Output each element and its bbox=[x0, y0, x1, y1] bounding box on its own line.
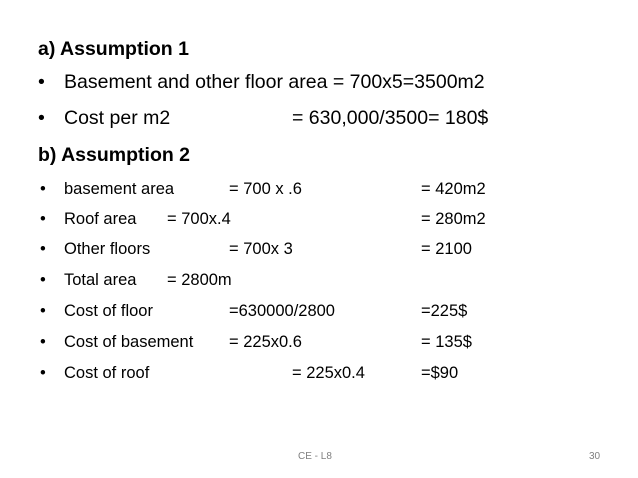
row-formula-other-floors: = 700x 3 bbox=[229, 240, 293, 258]
bullet-item-cost-per-m2-value: = 630,000/3500= 180$ bbox=[292, 107, 489, 129]
heading-assumption-2: b) Assumption 2 bbox=[38, 144, 191, 166]
row-label-total-area: Total area bbox=[64, 271, 137, 289]
bullet-marker: • bbox=[38, 107, 45, 129]
row-formula-cost-of-floor: =630000/2800 bbox=[229, 302, 335, 320]
row-result-other-floors: = 2100 bbox=[421, 240, 472, 258]
row-result-roof-area: = 280m2 bbox=[421, 210, 486, 228]
row-label-cost-of-floor: Cost of floor bbox=[64, 302, 153, 320]
bullet-marker: • bbox=[40, 180, 46, 198]
row-label-basement-area: basement area bbox=[64, 180, 175, 198]
bullet-marker: • bbox=[40, 240, 46, 258]
bullet-marker: • bbox=[40, 333, 46, 351]
page-number: 30 bbox=[589, 451, 601, 462]
row-formula-cost-of-basement: = 225x0.6 bbox=[229, 333, 302, 351]
bullet-marker: • bbox=[38, 71, 45, 93]
footer-course-label: CE - L8 bbox=[298, 451, 332, 462]
row-label-roof-area: Roof area bbox=[64, 210, 137, 228]
row-label-cost-of-roof: Cost of roof bbox=[64, 364, 150, 382]
row-result-cost-of-floor: =225$ bbox=[421, 302, 468, 320]
row-formula-total-area: = 2800m bbox=[167, 271, 232, 289]
heading-assumption-1: a) Assumption 1 bbox=[38, 38, 189, 60]
row-label-other-floors: Other floors bbox=[64, 240, 151, 258]
row-formula-basement-area: = 700 x .6 bbox=[229, 180, 302, 198]
bullet-item-floor-area: Basement and other floor area = 700x5=3500m2 bbox=[64, 71, 485, 93]
row-formula-cost-of-roof: = 225x0.4 bbox=[292, 364, 365, 382]
row-result-cost-of-roof: =$90 bbox=[421, 364, 459, 382]
bullet-marker: • bbox=[40, 302, 46, 320]
row-result-cost-of-basement: = 135$ bbox=[421, 333, 472, 351]
bullet-marker: • bbox=[40, 364, 46, 382]
row-formula-roof-area: = 700x.4 bbox=[167, 210, 231, 228]
row-result-basement-area: = 420m2 bbox=[421, 180, 486, 198]
bullet-item-cost-per-m2-label: Cost per m2 bbox=[64, 107, 171, 129]
bullet-marker: • bbox=[40, 271, 46, 289]
bullet-marker: • bbox=[40, 210, 46, 228]
row-label-cost-of-basement: Cost of basement bbox=[64, 333, 194, 351]
